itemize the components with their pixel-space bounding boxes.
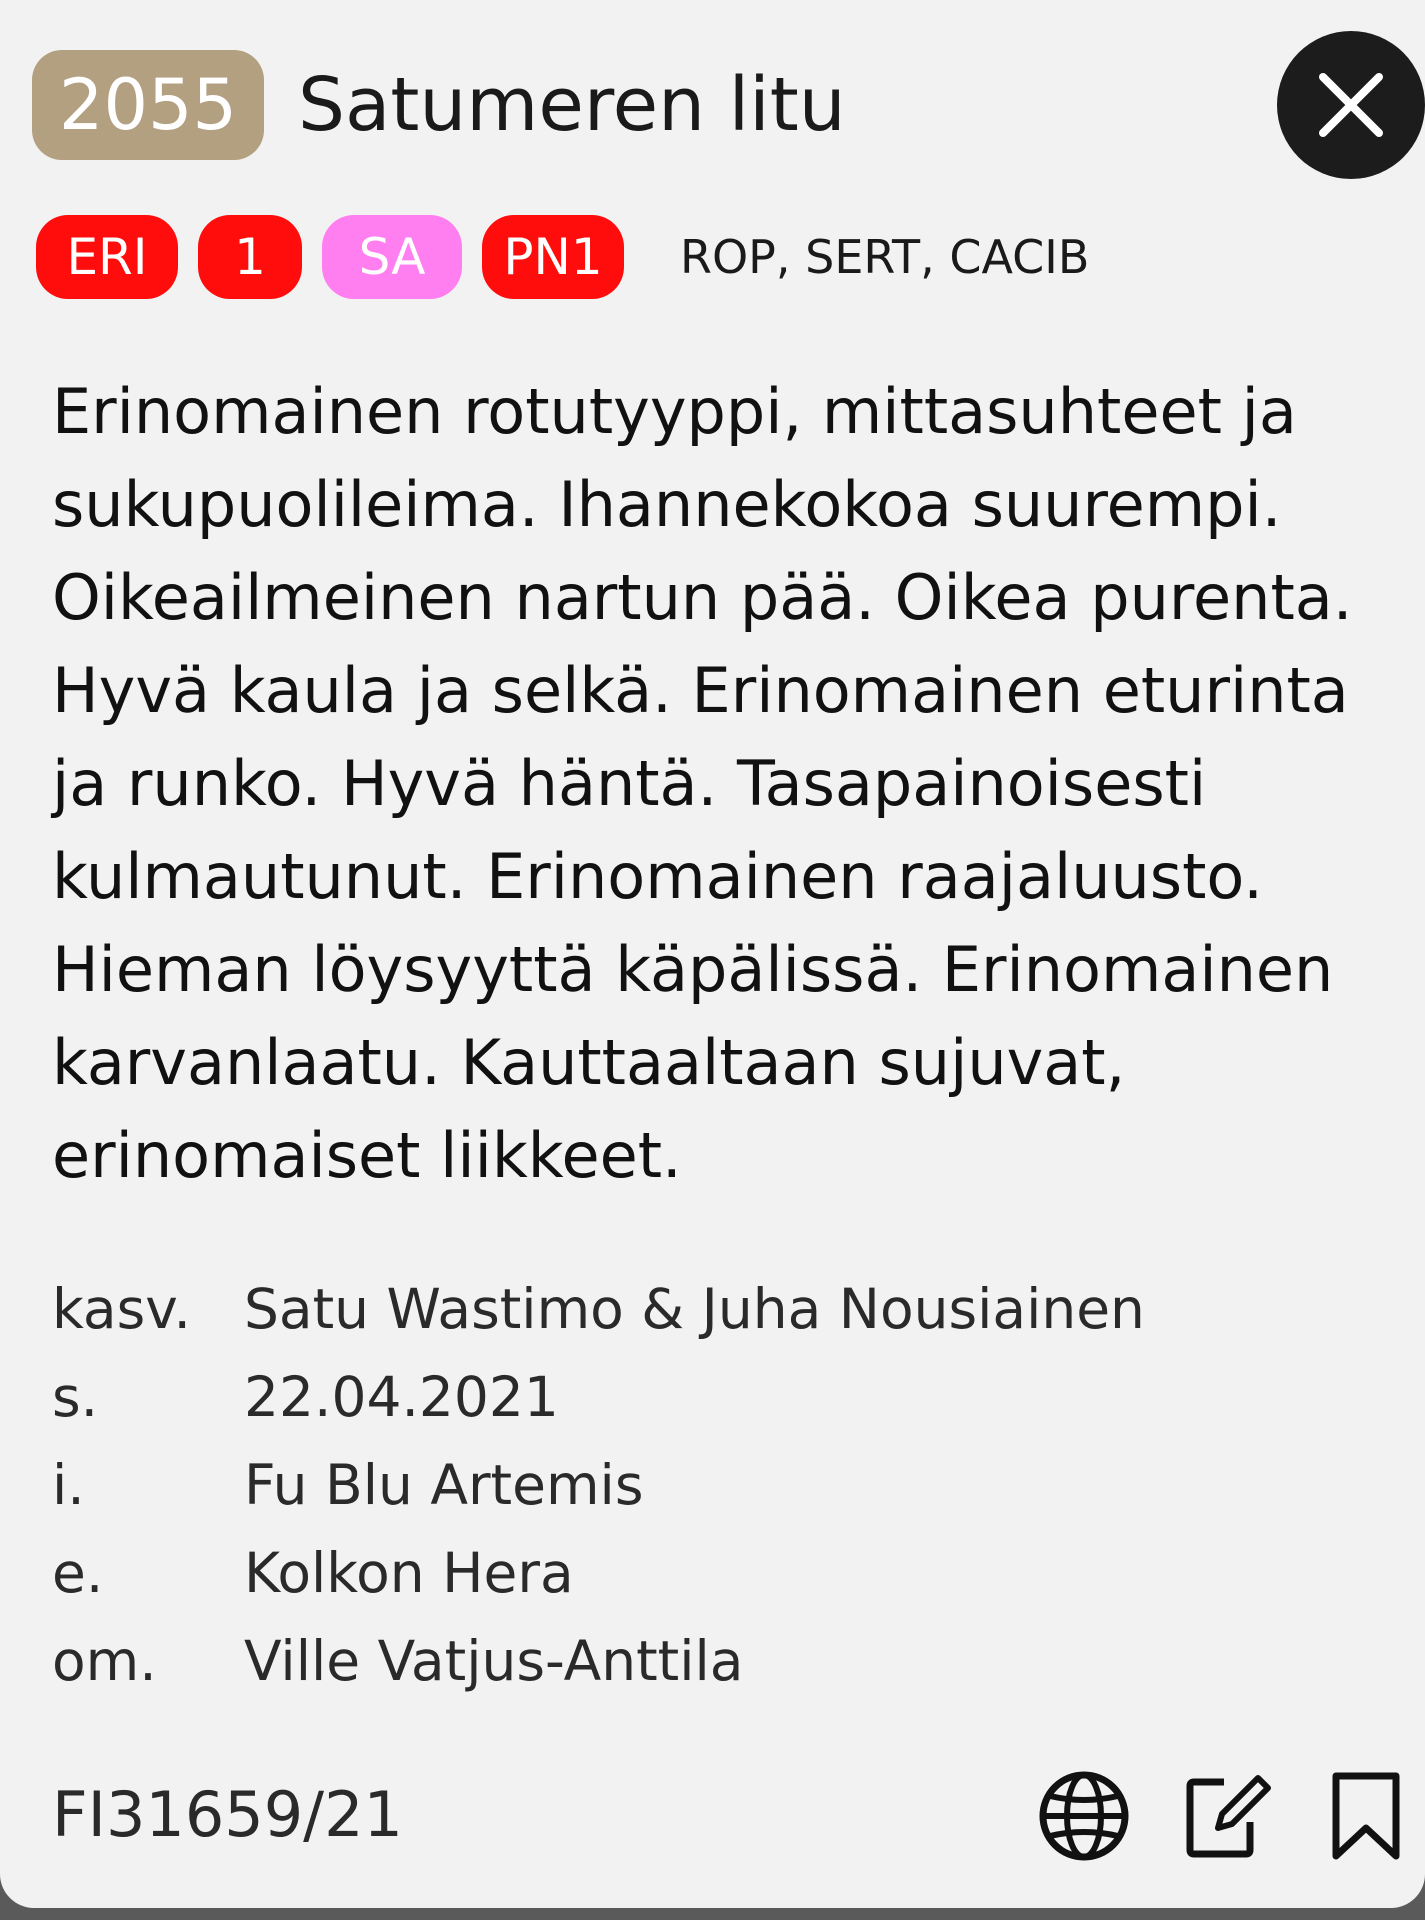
dog-details — [52, 1265, 1352, 1705]
close-icon — [1315, 69, 1387, 141]
born-value: 22.04.2021 — [244, 1365, 559, 1429]
edit-button[interactable] — [1180, 1768, 1276, 1864]
dog-name-title: Satumeren litu — [298, 62, 846, 148]
tag-pn1: PN1 — [482, 215, 624, 299]
critique-text: Erinomainen rotutyyppi, mittasuhteet ja sukupuolileima. Ihannekokoa suurempi. Oikeailmeinen nartun pää. Oikea purenta. Hyvä kaula ja selkä. Erinomainen eturinta ja runko. Hyvä häntä. Tasapainoisesti kulmautunut. Erinomainen raajaluusto. Hieman löysyyttä käpälissä. Erinomainen karvanlaatu. Kauttaaltaan sujuvat, erinomaiset liikkeet. — [52, 375, 1353, 1192]
awards-text: ROP, SERT, CACIB — [680, 230, 1090, 284]
detail-row-breeder — [52, 1265, 1352, 1353]
sire-label: i. — [52, 1453, 85, 1517]
born-label: s. — [52, 1365, 99, 1429]
bookmark-button[interactable] — [1318, 1768, 1414, 1864]
bookmark-icon — [1318, 1768, 1414, 1864]
detail-row-sire — [52, 1441, 1352, 1529]
tag-placement: 1 — [198, 215, 302, 299]
tag-sa: SA — [322, 215, 462, 299]
detail-row-owner — [52, 1617, 1352, 1705]
tag-eri: ERI — [36, 215, 178, 299]
detail-row-dam — [52, 1529, 1352, 1617]
globe-button[interactable] — [1036, 1768, 1132, 1864]
dam-label: e. — [52, 1541, 104, 1605]
dam-value: Kolkon Hera — [244, 1541, 574, 1605]
owner-value: Ville Vatjus-Anttila — [244, 1629, 744, 1693]
detail-row-born — [52, 1353, 1352, 1441]
catalog-number-badge: 2055 — [32, 50, 264, 160]
breeder-label: kasv. — [52, 1277, 192, 1341]
sire-value: Fu Blu Artemis — [244, 1453, 644, 1517]
globe-icon — [1036, 1768, 1132, 1864]
owner-label: om. — [52, 1629, 157, 1693]
registration-number: FI31659/21 — [52, 1778, 403, 1851]
edit-icon — [1180, 1768, 1276, 1864]
breeder-value: Satu Wastimo & Juha Nousiainen — [244, 1277, 1145, 1341]
close-button[interactable] — [1277, 31, 1425, 179]
